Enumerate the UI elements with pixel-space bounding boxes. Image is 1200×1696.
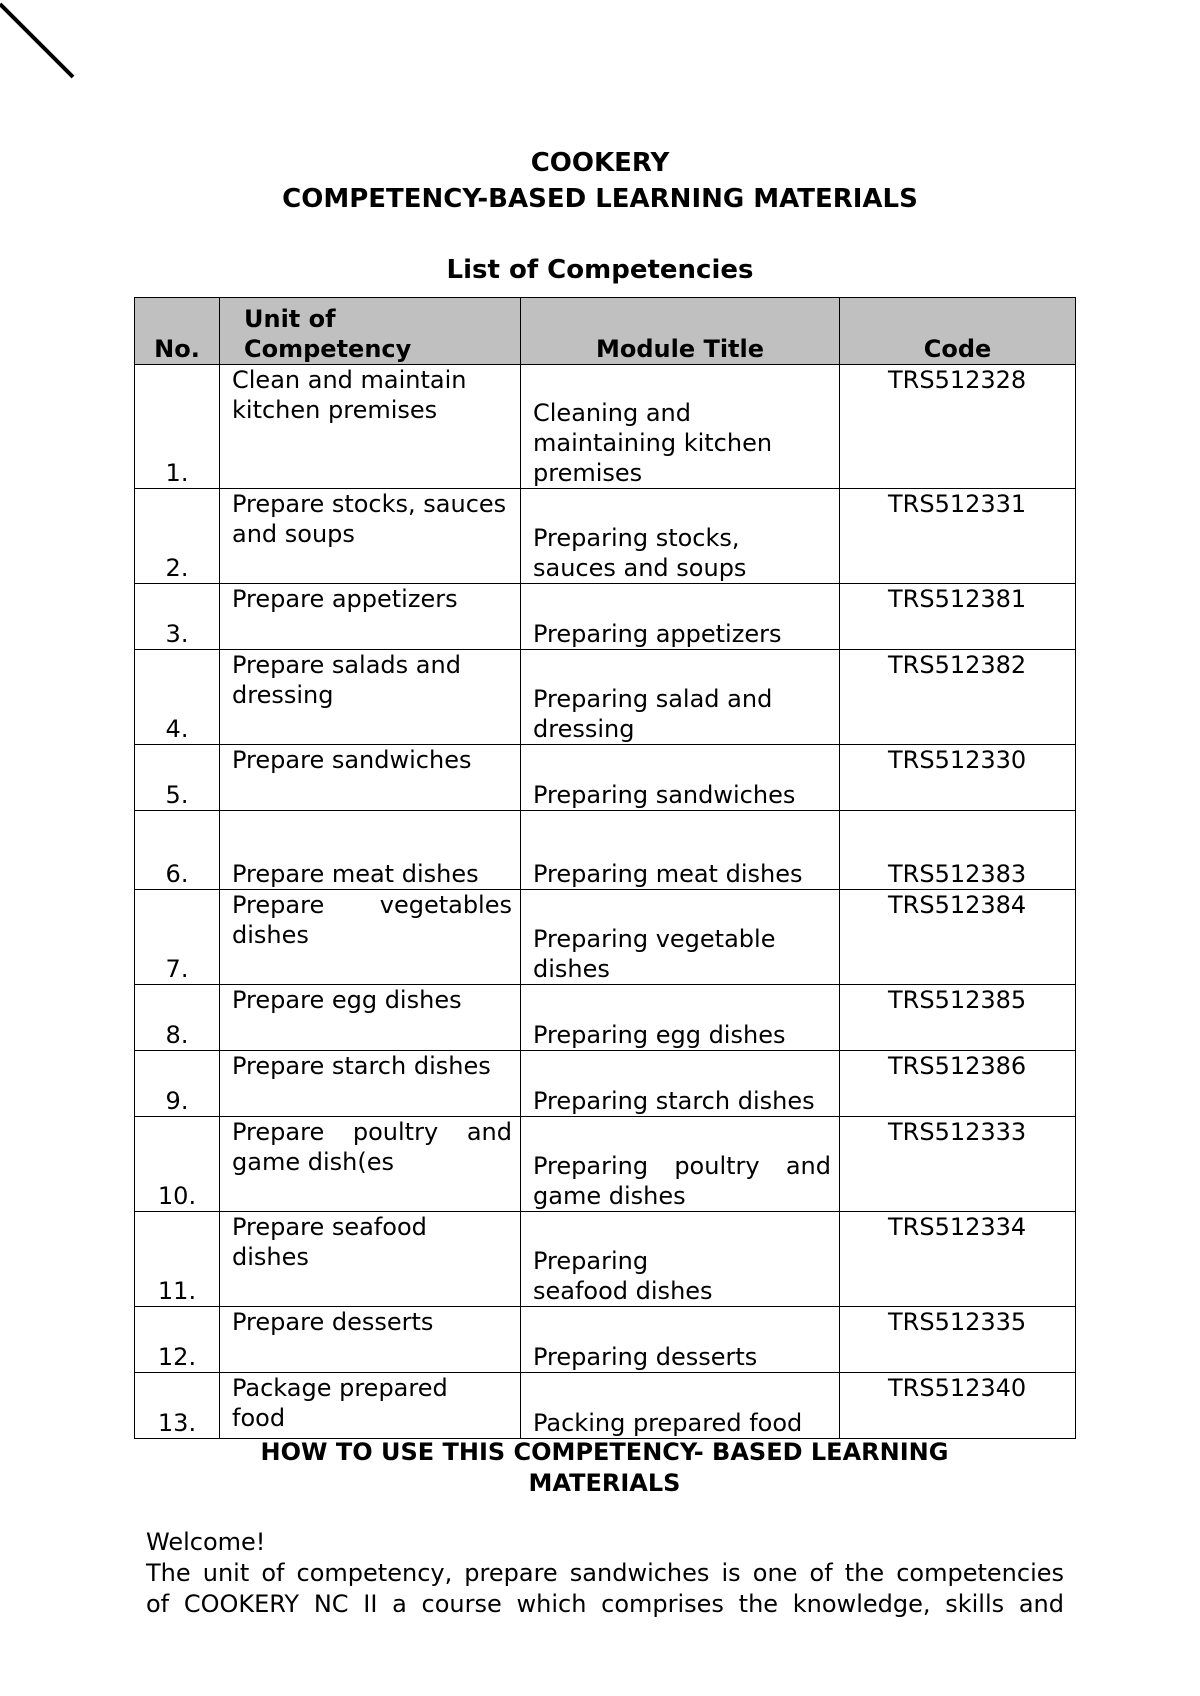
header-no: No. <box>135 298 220 365</box>
row-number: 10. <box>135 1117 220 1212</box>
competencies-table <box>134 297 1076 1439</box>
how-to-line2: MATERIALS <box>528 1469 681 1497</box>
code-cell: TRS512340 <box>840 1373 1076 1439</box>
code-cell: TRS512382 <box>840 650 1076 745</box>
table-row <box>135 365 1076 489</box>
row-number: 13. <box>135 1373 220 1439</box>
code-cell: TRS512334 <box>840 1212 1076 1307</box>
module-title-cell: Preparing poultry and game dishes <box>521 1117 840 1212</box>
header-module-title: Module Title <box>521 298 840 365</box>
table-row <box>135 985 1076 1051</box>
module-title-cell: Preparing sandwiches <box>521 745 840 811</box>
row-number: 11. <box>135 1212 220 1307</box>
header-unit-of-competency: Unit of Competency <box>220 298 521 365</box>
code-cell: TRS512331 <box>840 489 1076 584</box>
intro-paragraph <box>146 1527 1064 1620</box>
unit-of-competency-cell: Prepare starch dishes <box>220 1051 521 1117</box>
code-cell: TRS512328 <box>840 365 1076 489</box>
unit-of-competency-cell: Prepare vegetables dishes <box>220 890 521 985</box>
code-cell: TRS512381 <box>840 584 1076 650</box>
table-row <box>135 650 1076 745</box>
module-title-cell: Preparing salad and dressing <box>521 650 840 745</box>
module-title-cell: Preparing egg dishes <box>521 985 840 1051</box>
module-title-cell: Preparing starch dishes <box>521 1051 840 1117</box>
list-of-competencies-heading: List of Competencies <box>446 255 754 285</box>
code-cell: TRS512335 <box>840 1307 1076 1373</box>
table-row <box>135 811 1076 890</box>
unit-of-competency-cell: Prepare seafood dishes <box>220 1212 521 1307</box>
unit-of-competency-cell: Prepare poultry and game dish(es <box>220 1117 521 1212</box>
table-row <box>135 745 1076 811</box>
unit-of-competency-cell: Prepare stocks, sauces and soups <box>220 489 521 584</box>
module-title-cell: Cleaning and maintaining kitchen premises <box>521 365 840 489</box>
unit-of-competency-cell: Clean and maintain kitchen premises <box>220 365 521 489</box>
code-cell: TRS512333 <box>840 1117 1076 1212</box>
row-number: 1. <box>135 365 220 489</box>
row-number: 2. <box>135 489 220 584</box>
table-header-row <box>135 298 1076 365</box>
row-number: 9. <box>135 1051 220 1117</box>
table-row <box>135 890 1076 985</box>
module-title-cell: Packing prepared food <box>521 1373 840 1439</box>
corner-slash-mark <box>0 0 80 80</box>
title-cookery: COOKERY <box>530 148 670 178</box>
code-cell: TRS512386 <box>840 1051 1076 1117</box>
unit-of-competency-cell: Prepare salads and dressing <box>220 650 521 745</box>
body-line-1: The unit of competency, prepare sandwiches is one of the competencies <box>146 1559 1064 1587</box>
module-title-cell: Preparing appetizers <box>521 584 840 650</box>
row-number: 12. <box>135 1307 220 1373</box>
unit-of-competency-cell: Package prepared food <box>220 1373 521 1439</box>
code-cell: TRS512384 <box>840 890 1076 985</box>
module-title-cell: Preparing vegetable dishes <box>521 890 840 985</box>
row-number: 4. <box>135 650 220 745</box>
row-number: 7. <box>135 890 220 985</box>
table-row <box>135 1307 1076 1373</box>
module-title-cell: Preparing seafood dishes <box>521 1212 840 1307</box>
table-row <box>135 584 1076 650</box>
welcome-text: Welcome! <box>146 1528 266 1556</box>
how-to-line1: HOW TO USE THIS COMPETENCY- BASED LEARNING <box>260 1438 949 1466</box>
title-cblm: COMPETENCY-BASED LEARNING MATERIALS <box>282 184 918 214</box>
table-row <box>135 1117 1076 1212</box>
row-number: 5. <box>135 745 220 811</box>
module-title-cell: Preparing meat dishes <box>521 811 840 890</box>
table-row <box>135 1373 1076 1439</box>
module-title-cell: Preparing desserts <box>521 1307 840 1373</box>
unit-of-competency-cell: Prepare desserts <box>220 1307 521 1373</box>
header-code: Code <box>840 298 1076 365</box>
table-row <box>135 1212 1076 1307</box>
module-title-cell: Preparing stocks, sauces and soups <box>521 489 840 584</box>
code-cell: TRS512385 <box>840 985 1076 1051</box>
document-title <box>0 145 1200 217</box>
table-row <box>135 1051 1076 1117</box>
row-number: 8. <box>135 985 220 1051</box>
row-number: 6. <box>135 811 220 890</box>
unit-of-competency-cell: Prepare egg dishes <box>220 985 521 1051</box>
row-number: 3. <box>135 584 220 650</box>
code-cell: TRS512383 <box>840 811 1076 890</box>
unit-of-competency-cell: Prepare sandwiches <box>220 745 521 811</box>
code-cell: TRS512330 <box>840 745 1076 811</box>
body-line-2: of COOKERY NC II a course which comprises the knowledge, skills and <box>146 1590 1064 1618</box>
table-row <box>135 489 1076 584</box>
unit-of-competency-cell: Prepare meat dishes <box>220 811 521 890</box>
how-to-use-heading <box>134 1437 1075 1499</box>
unit-of-competency-cell: Prepare appetizers <box>220 584 521 650</box>
